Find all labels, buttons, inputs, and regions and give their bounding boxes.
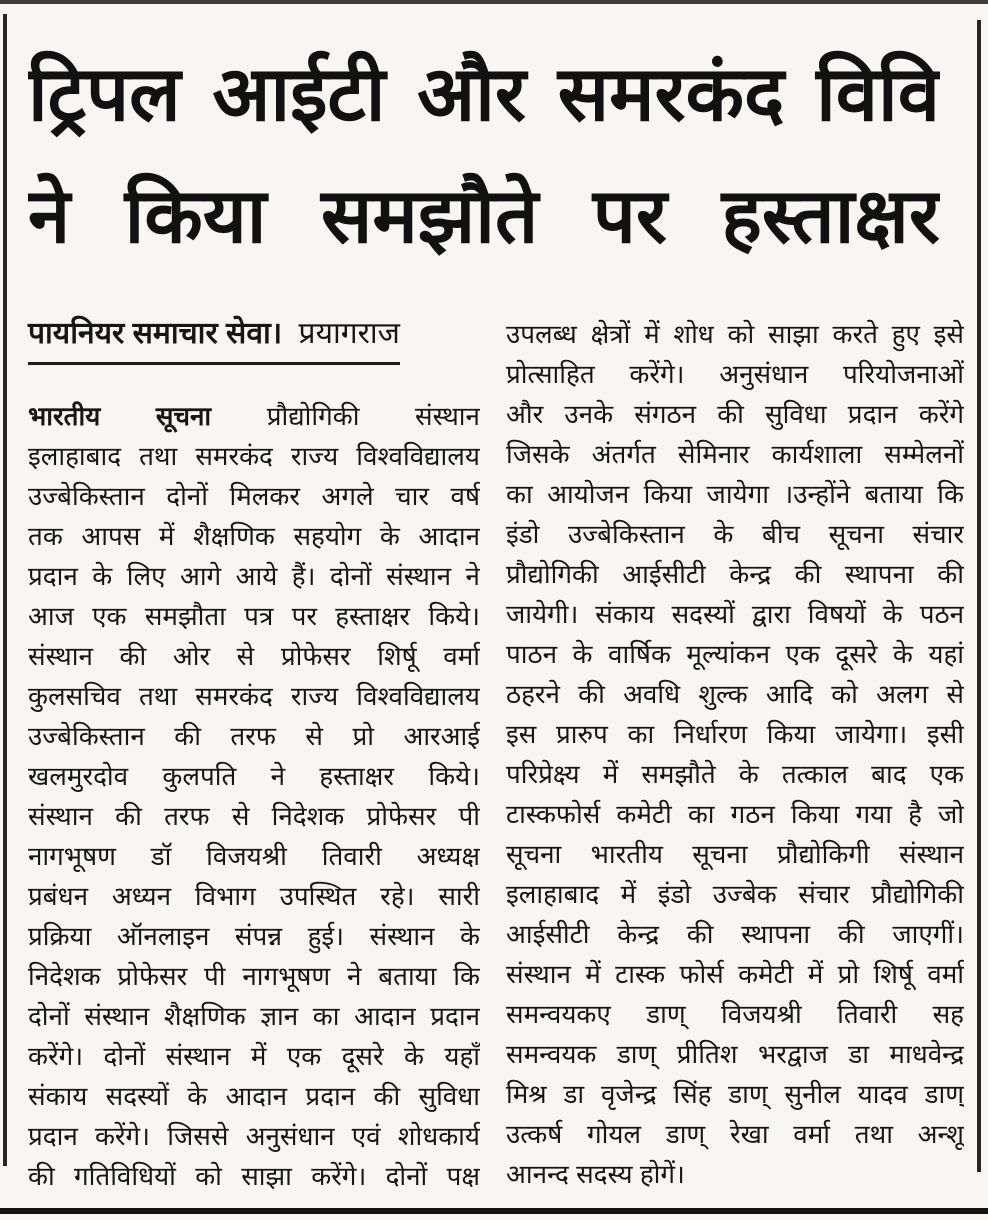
article-line: आनन्द सदस्य होगें। (506, 1159, 685, 1189)
article-line: सूचना भारतीय सूचना प्रौद्योकिगी संस्थान (506, 839, 964, 869)
article-line: समन्वयक डाण् प्रीतिश भरद्वाज डा माधवेन्द्र (506, 1039, 964, 1069)
article-line: और उनके संगठन की सुविधा प्रदान करेंगे (506, 399, 964, 429)
right-column-rule (977, 20, 981, 1172)
article-line: इलाहाबाद में इंडो उज्बेक संचार प्रौद्योगिकी (506, 879, 964, 909)
top-rule (0, 0, 988, 4)
lead-sentence (28, 396, 480, 436)
article-line: उत्कर्ष गोयल डाण् रेखा वर्मा तथा अन्शू (506, 1119, 964, 1149)
headline-line-1: ट्रिपल आईटी और समरकंद विवि (28, 52, 940, 137)
article-line: पाठन के वार्षिक मूल्यांकन एक दूसरे के यहां (506, 639, 964, 669)
headline-line-2: ने किया समझौते पर हस्ताक्षर (28, 174, 940, 259)
article-line: संस्थान में टास्क फोर्स कमेटी में प्रो शिर्षू वर्मा (506, 959, 964, 989)
article-line: का आयोजन किया जायेगा ।उन्होंने बताया कि (506, 479, 964, 509)
article-line: नागभूषण डॉ विजयश्री तिवारी अध्यक्ष (28, 841, 480, 871)
article-line: संस्थान की तरफ से निदेशक प्रोफेसर पी (28, 801, 480, 831)
article-line: जायेगी। संकाय सदस्यों द्वारा विषयों के पठन (506, 599, 964, 629)
article-line: परिप्रेक्ष्य में समझौते के तत्काल बाद एक (506, 759, 964, 789)
left-column-rule (3, 14, 7, 1166)
lead-bold-text: भारतीय सूचना (28, 401, 212, 431)
byline-location: प्रयागराज (298, 317, 400, 350)
article-line: इंडो उज्बेकिस्तान के बीच सूचना संचार (506, 519, 964, 549)
lead-rest-text: प्रौद्योगिकी संस्थान (266, 401, 480, 431)
article-line: खलमुरदोव कुलपति ने हस्ताक्षर किये। (28, 761, 480, 791)
right-column-lines (506, 314, 964, 1194)
article-line: प्रोत्साहित करेंगे। अनुसंधान परियोजनाओं (506, 359, 964, 389)
article-line: प्रक्रिया ऑनलाइन संपन्न हुई। संस्थान के (28, 921, 480, 951)
article-line: करेंगे। दोनों संस्थान में एक दूसरे के यहाँ (28, 1041, 480, 1071)
article-line: उज्बेकिस्तान दोनों मिलकर अगले चार वर्ष (28, 481, 480, 511)
article-line: मिश्र डा वृजेन्द्र सिंह डाण् सुनील यादव डाण् (506, 1079, 964, 1109)
article-line: दोनों संस्थान शैक्षणिक ज्ञान का आदान प्रदान (28, 1001, 480, 1031)
article-line: संस्थान की ओर से प्रोफेसर शिर्षू वर्मा (28, 641, 480, 671)
byline-agency: पायनियर समाचार सेवा। (28, 317, 283, 350)
article-line: ठहरने की अवधि शुल्क आदि को अलग से (506, 679, 964, 709)
article-line: निदेशक प्रोफेसर पी नागभूषण ने बताया कि (28, 961, 480, 991)
headline (28, 34, 940, 278)
article-line: संकाय सदस्यों के आदान प्रदान की सुविधा (28, 1081, 480, 1111)
article-line: तक आपस में शैक्षणिक सहयोग के आदान (28, 521, 480, 551)
article-line: टास्कफोर्स कमेटी का गठन किया गया है जो (506, 799, 964, 829)
bottom-rule (0, 1208, 988, 1214)
article-line: जिसके अंतर्गत सेमिनार कार्यशाला सम्मेलनों (506, 439, 964, 469)
article-line: आज एक समझौता पत्र पर हस्ताक्षर किये। (28, 601, 480, 631)
article-line: प्रदान करेंगे। जिससे अनुसंधान एवं शोधकार्य (28, 1121, 480, 1151)
article-line: प्रबंधन अध्यन विभाग उपस्थित रहे। सारी (28, 881, 480, 911)
article-line: उज्बेकिस्तान की तरफ से प्रो आरआई (28, 721, 480, 751)
article-line: प्रदान के लिए आगे आये हैं। दोनों संस्थान ने (28, 561, 480, 591)
article-left-column (28, 396, 480, 1200)
article-line: कुलसचिव तथा समरकंद राज्य विश्वविद्यालय (28, 681, 480, 711)
article-line: उपलब्ध क्षेत्रों में शोध को साझा करते हुए इसे (506, 319, 964, 349)
article-line: इलाहाबाद तथा समरकंद राज्य विश्वविद्यालय (28, 441, 480, 471)
left-column-lines (28, 436, 480, 1196)
article-line: आईसीटी केन्द्र की स्थापना की जाएगीं। (506, 919, 964, 949)
byline (28, 314, 400, 365)
article-line: प्रौद्योगिकी आईसीटी केन्द्र की स्थापना की (506, 559, 964, 589)
article-line: इस प्रारुप का निर्धारण किया जायेगा। इसी (506, 719, 964, 749)
article-line: की गतिविधियों को साझा करेंगे। दोनों पक्ष (28, 1161, 480, 1191)
article-line: समन्वयकए डाण् विजयश्री तिवारी सह (506, 999, 964, 1029)
article-right-column (506, 314, 964, 1200)
